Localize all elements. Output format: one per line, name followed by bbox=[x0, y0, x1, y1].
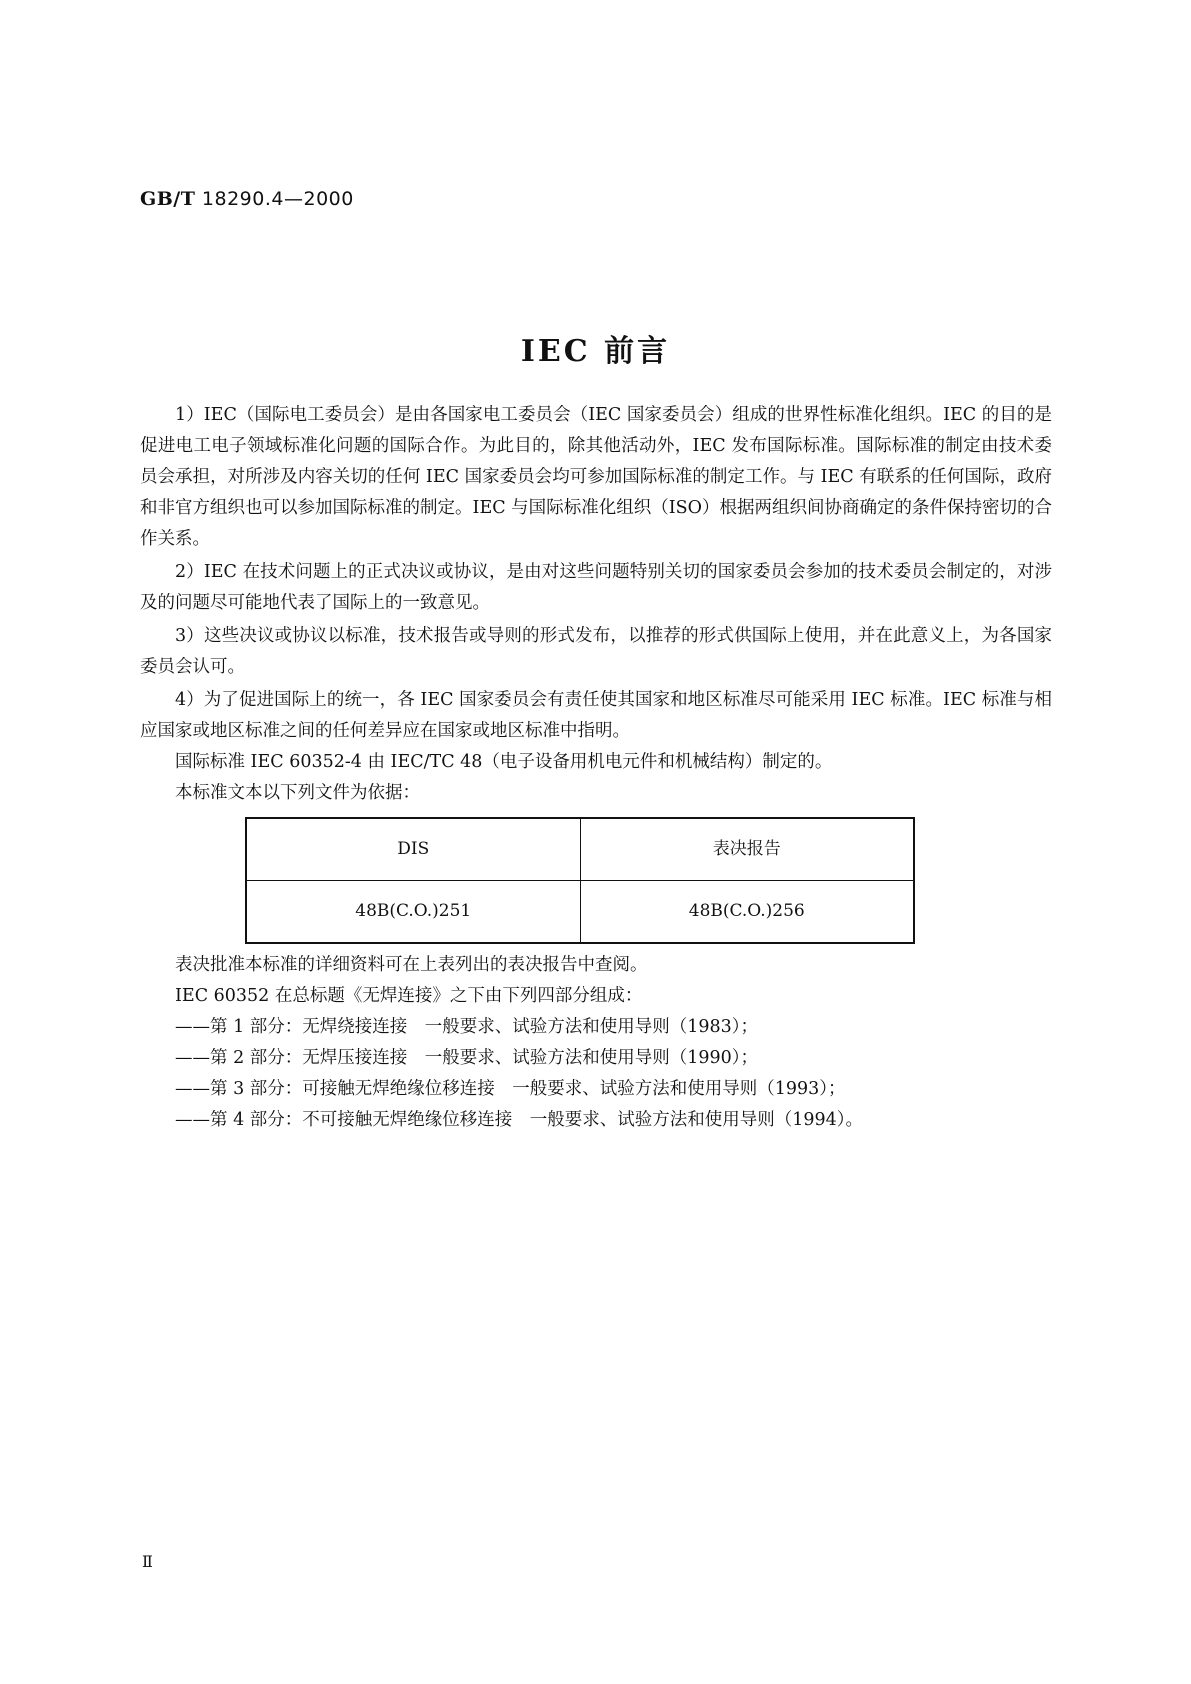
table-row bbox=[246, 881, 914, 944]
list-item-part-3: ——第 3 部分：可接触无焊绝缘位移连接 一般要求、试验方法和使用导则（1993）； bbox=[175, 1079, 846, 1099]
standard-code bbox=[140, 188, 354, 210]
document-body bbox=[140, 400, 1052, 1136]
paragraph-series-intro: IEC 60352 在总标题《无焊连接》之下由下列四部分组成： bbox=[175, 986, 643, 1006]
standard-number: 18290.4—2000 bbox=[201, 188, 354, 210]
page-title: IEC 前言 bbox=[520, 334, 671, 369]
paragraph-1: 1）IEC（国际电工委员会）是由各国家电工委员会（IEC 国家委员会）组成的世界性标准化组织。IEC 的目的是促进电工电子领域标准化问题的国际合作。为此目的，除其他活动外，IEC 发布国际标准。国际标准的制定由技术委员会承担，对所涉及内容关切的任何 IEC 国家委员会均可参加国际标准的制定工作。与 IEC 有联系的任何国际，政府和非官方组织也可以参加国际标准的制定。IEC 与国际标准化组织（ISO）根据两组织间协商确定的条件保持密切的合作关系。 bbox=[140, 405, 1052, 549]
table-cell-vote-report: 48B(C.O.)256 bbox=[580, 881, 914, 944]
table-header-dis: DIS bbox=[246, 818, 580, 881]
basis-table bbox=[245, 817, 915, 944]
list-item-part-1: ——第 1 部分：无焊绕接连接 一般要求、试验方法和使用导则（1983）； bbox=[175, 1017, 759, 1037]
standard-prefix: GB/T bbox=[140, 188, 196, 210]
paragraph-vote-details: 表决批准本标准的详细资料可在上表列出的表决报告中查阅。 bbox=[175, 955, 648, 975]
paragraph-3: 3）这些决议或协议以标准，技术报告或导则的形式发布，以推荐的形式供国际上使用，并在此意义上，为各国家委员会认可。 bbox=[140, 626, 1052, 677]
page-number: Ⅱ bbox=[142, 1552, 153, 1571]
table-header-row bbox=[246, 818, 914, 881]
paragraph-2: 2）IEC 在技术问题上的正式决议或协议，是由对这些问题特别关切的国家委员会参加的技术委员会制定的，对涉及的问题尽可能地代表了国际上的一致意见。 bbox=[140, 562, 1052, 613]
list-item-part-4: ——第 4 部分：不可接触无焊绝缘位移连接 一般要求、试验方法和使用导则（1994）。 bbox=[175, 1110, 864, 1130]
paragraph-basis: 本标准文本以下列文件为依据： bbox=[175, 783, 420, 803]
paragraph-origin: 国际标准 IEC 60352-4 由 IEC/TC 48（电子设备用机电元件和机械结构）制定的。 bbox=[175, 752, 833, 772]
list-item-part-2: ——第 2 部分：无焊压接连接 一般要求、试验方法和使用导则（1990）； bbox=[175, 1048, 759, 1068]
table-cell-dis: 48B(C.O.)251 bbox=[246, 881, 580, 944]
paragraph-4: 4）为了促进国际上的统一，各 IEC 国家委员会有责任使其国家和地区标准尽可能采用 IEC 标准。IEC 标准与相应国家或地区标准之间的任何差异应在国家或地区标准中指明。 bbox=[140, 690, 1052, 741]
table-header-vote-report: 表决报告 bbox=[580, 818, 914, 881]
